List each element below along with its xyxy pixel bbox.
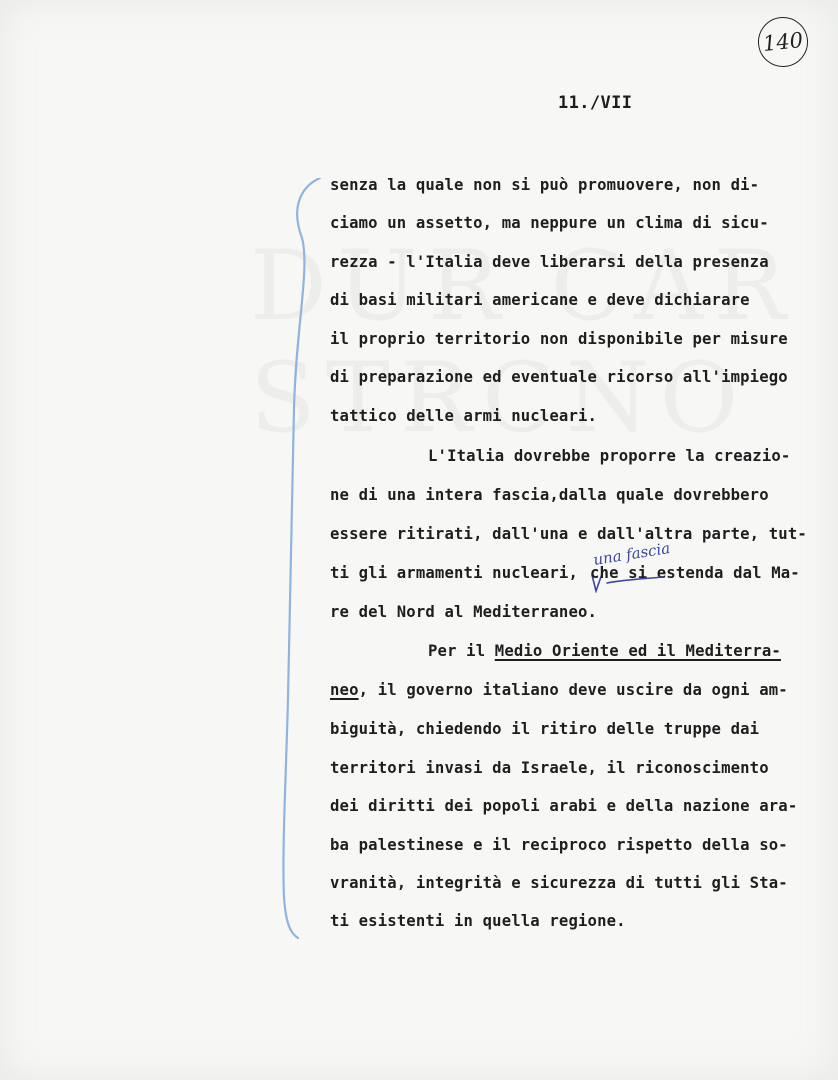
text-line-19: vranità, integrità e sicurezza di tutti gli Sta- [330,874,788,892]
text-line-20: ti esistenti in quella regione. [330,912,626,930]
annotation-strike-line [606,576,664,586]
text-line-13 [428,642,781,660]
text-line-11-part-2: che si estenda dal Ma- [590,564,800,582]
page-number-stamp: 140 [756,15,811,70]
text-line-7: tattico delle armi nucleari. [330,407,598,425]
text-line-1: senza la quale non si può promuovere, non di- [330,176,760,194]
text-line-8: L'Italia dovrebbe proporre la creazio- [428,447,791,465]
handwritten-insertion: una fascia [592,539,672,569]
text-line-17: dei diritti dei popoli arabi e della nazione ara- [330,797,798,815]
underlined-heading-neo: neo [330,681,359,699]
underlined-heading-medio-oriente: Medio Oriente ed il Mediterra- [494,642,781,660]
text-line-11 [330,564,800,582]
text-line-14-part-2: , il governo italiano deve uscire da ogni am- [358,681,788,699]
text-line-3: rezza - l'Italia deve liberarsi della presenza [330,253,769,271]
page-header: 11./VII [558,93,633,113]
text-line-13-part-1: Per il [428,642,495,660]
text-line-18: ba palestinese e il reciproco rispetto della so- [330,836,788,854]
text-line-14 [330,681,788,699]
text-line-11-part-1: ti gli armamenti nucleari, [330,564,578,582]
text-line-16: territori invasi da Israele, il riconoscimento [330,759,769,777]
text-line-15: biguità, chiedendo il ritiro delle truppe dai [330,720,760,738]
text-line-10: essere ritirati, dall'una e dall'altra parte, tut- [330,525,807,543]
margin-mark [268,178,338,940]
text-line-6: di preparazione ed eventuale ricorso all'impiego [330,368,788,386]
text-line-2: ciamo un assetto, ma neppure un clima di sicu- [330,214,769,232]
text-line-9: ne di una intera fascia,dalla quale dovrebbero [330,486,769,504]
text-line-12: re del Nord al Mediterraneo. [330,603,598,621]
text-line-4: di basi militari americane e deve dichiarare [330,291,750,309]
text-line-5: il proprio territorio non disponibile per misure [330,330,788,348]
